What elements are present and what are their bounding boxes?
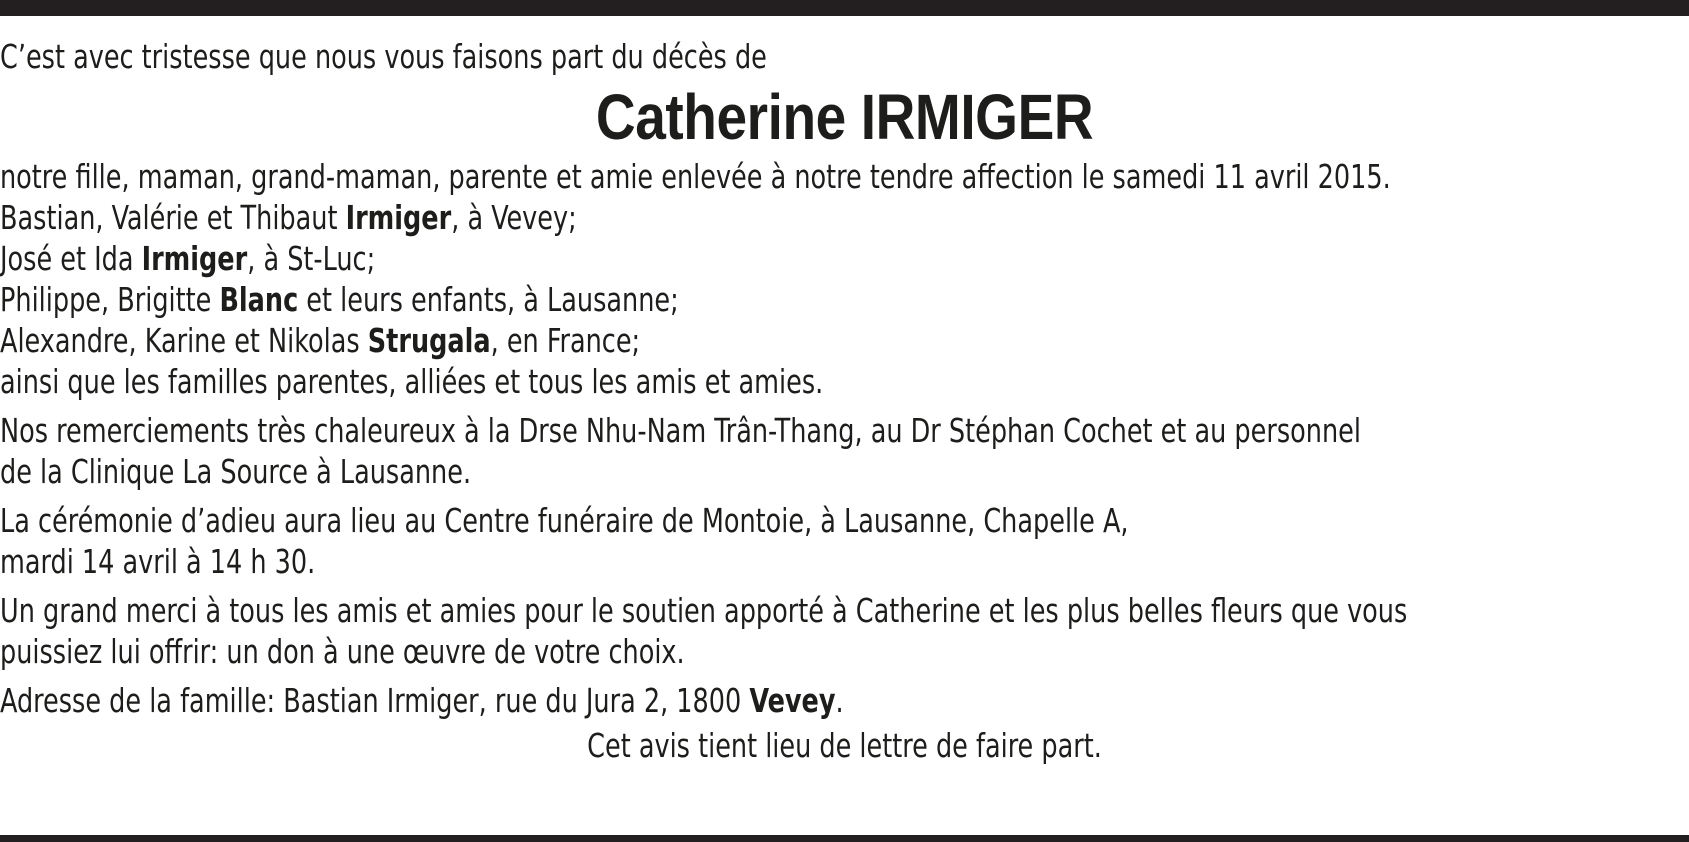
- ceremony-paragraph: La cérémonie d’adieu aura lieu au Centre funéraire de Montoie, à Lausanne, Chapelle A, mardi 14 avril à 14 h 30.: [0, 501, 1129, 581]
- description-text: notre fille, maman, grand-maman, parente et amie enlevée à notre tendre affection le samedi 11 avril 2015.: [0, 157, 1391, 196]
- top-border-rule: [0, 0, 1689, 16]
- deceased-name: Catherine IRMIGER: [595, 81, 1094, 153]
- obituary-notice: [0, 36, 1689, 766]
- address-city: Vevey: [749, 681, 836, 720]
- family-closing-line: ainsi que les familles parentes, alliées et tous les amis et amies.: [0, 362, 824, 401]
- thanks-paragraph: Nos remerciements très chaleureux à la Drse Nhu-Nam Trân-Thang, au Dr Stéphan Cochet et au personnel de la Clinique La Source à Lausanne.: [0, 411, 1361, 491]
- family-surname: Blanc: [219, 280, 299, 319]
- family-list: [0, 197, 1689, 402]
- family-line: Philippe, Brigitte Blanc et leurs enfants, à Lausanne;: [0, 280, 679, 319]
- bottom-border-rule: [0, 835, 1689, 842]
- family-line: José et Ida Irmiger, à St-Luc;: [0, 239, 376, 278]
- closing-text: Cet avis tient lieu de lettre de faire part.: [587, 726, 1102, 765]
- family-line: Alexandre, Karine et Nikolas Strugala, en France;: [0, 321, 641, 360]
- family-surname: Irmiger: [345, 198, 452, 237]
- family-address: Adresse de la famille: Bastian Irmiger, rue du Jura 2, 1800 Vevey.: [0, 681, 844, 720]
- family-surname: Irmiger: [141, 239, 248, 278]
- family-surname: Strugala: [367, 321, 491, 360]
- donation-paragraph: Un grand merci à tous les amis et amies pour le soutien apporté à Catherine et les plus belles fleurs que vous puissiez lui offrir: un don à une œuvre de votre choix.: [0, 591, 1408, 671]
- intro-text: C’est avec tristesse que nous vous faisons part du décès de: [0, 37, 767, 76]
- family-line: Bastian, Valérie et Thibaut Irmiger, à Vevey;: [0, 198, 577, 237]
